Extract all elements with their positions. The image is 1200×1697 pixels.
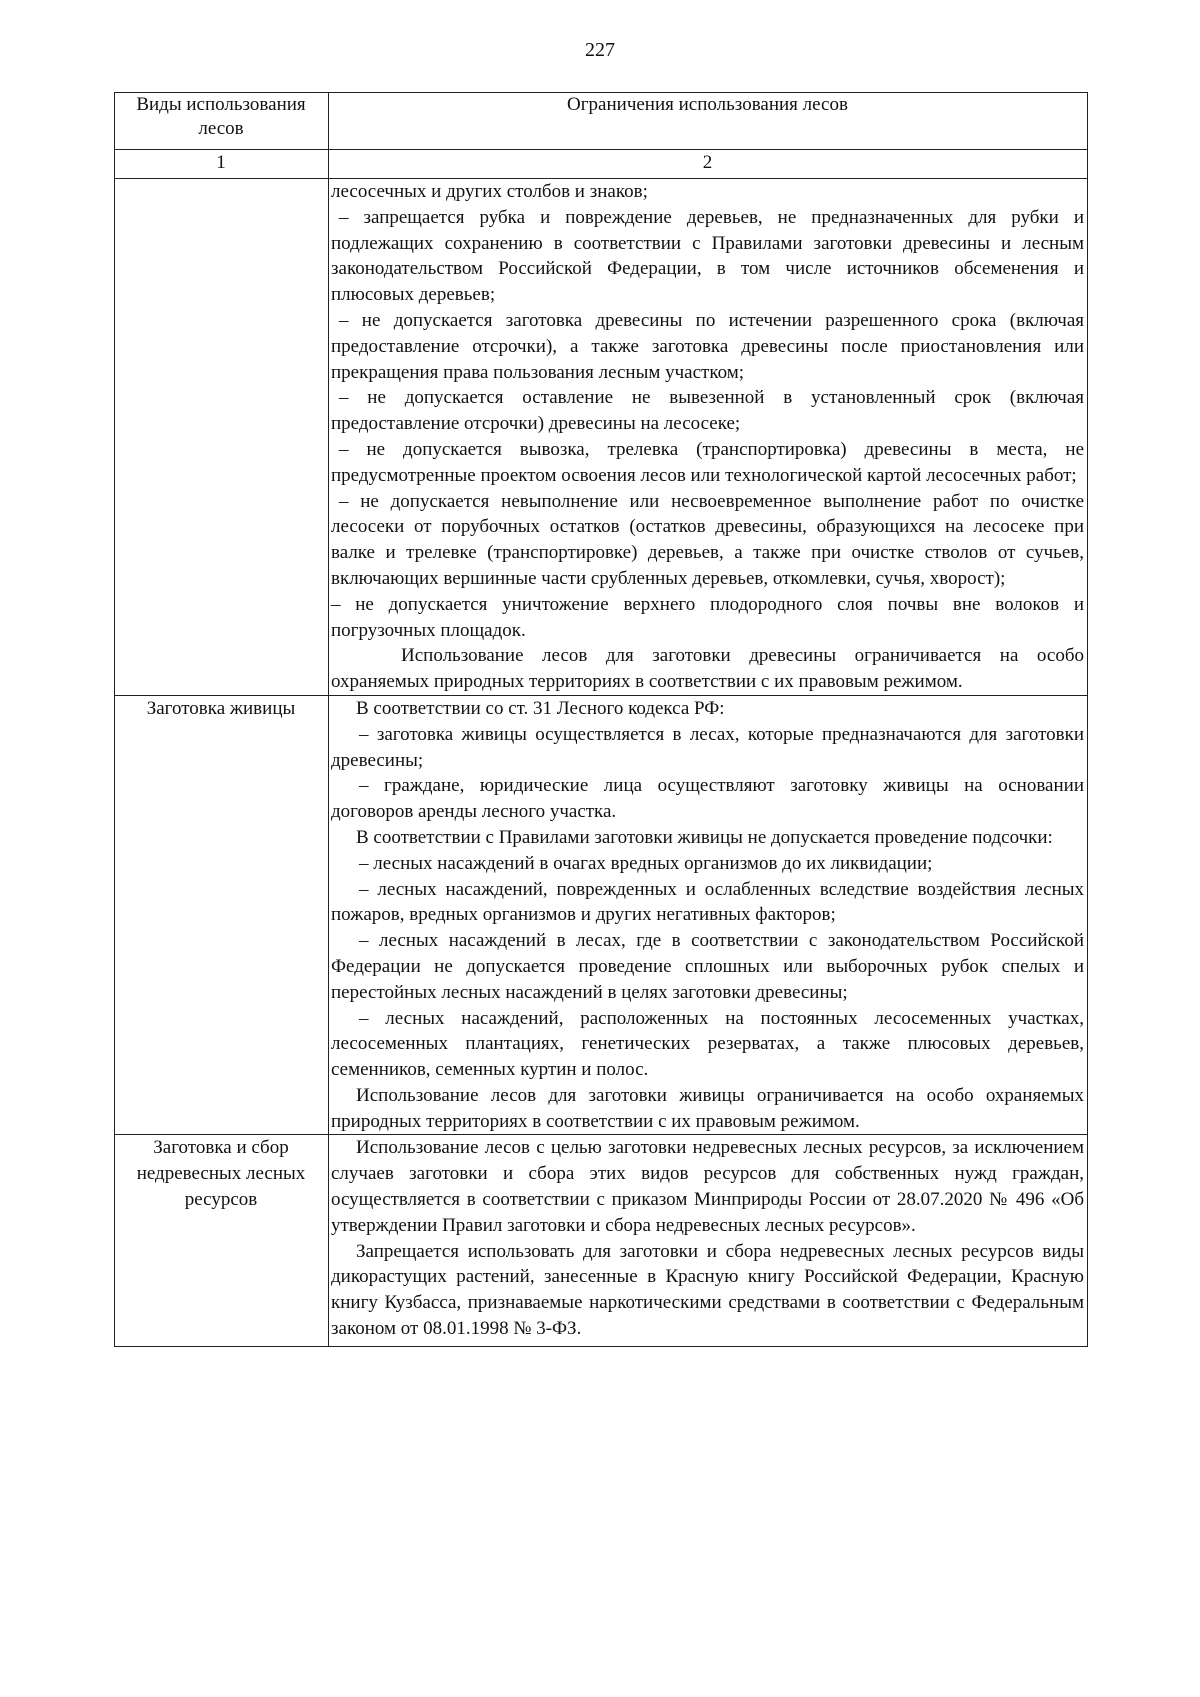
column-number-1: 1: [115, 150, 329, 179]
table-row: [115, 1135, 1088, 1346]
restriction-paragraph: – не допускается заготовка древесины по истечении разрешенного срока (включая предоставление отсрочки), а также заготовка древесины после приостановления или прекращения права пользования лесным участком;: [331, 309, 1084, 383]
header-restrictions: Ограничения использования лесов: [329, 93, 1088, 150]
table-row: [115, 179, 1088, 696]
restriction-paragraph: – лесных насаждений, поврежденных и ослабленных вследствие воздействия лесных пожаров, вредных организмов и других негативных факторов;: [331, 878, 1084, 926]
restriction-paragraph: – лесных насаждений в очагах вредных организмов до их ликвидации;: [359, 852, 933, 874]
restriction-paragraph: – лесных насаждений в лесах, где в соответствии с законодательством Российской Федерации не допускается проведение сплошных или выборочных рубок спелых и перестойных лесных насаждений в целях заготовки древесины;: [331, 930, 1084, 1003]
restriction-paragraph: Использование лесов для заготовки древесины ограничивается на особо охраняемых природных территориях в соответствии с их правовым режимом.: [331, 645, 1084, 693]
forest-use-type: Заготовка и сбор недревесных лесных ресурсов: [115, 1135, 329, 1346]
restriction-paragraph: – граждане, юридические лица осуществляют заготовку живицы на основании договоров аренды лесного участка.: [331, 775, 1084, 823]
restriction-paragraph: – запрещается рубка и повреждение деревьев, не предназначенных для рубки и подлежащих сохранению в соответствии с Правилами заготовки древесины и лесным законодательством Российской Федерации, в том числе источников обсеменения и плюсовых деревьев;: [331, 206, 1084, 306]
restriction-paragraph: – не допускается вывозка, трелевка (транспортировка) древесины в места, не предусмотренные проектом освоения лесов или технологической картой лесосечных работ;: [331, 438, 1084, 486]
restriction-paragraph: – лесных насаждений, расположенных на постоянных лесосеменных участках, лесосеменных плантациях, генетических резерватах, а также плюсовых деревьев, семенников, семенных куртин и полос.: [331, 1007, 1084, 1081]
forest-use-type: Заготовка живицы: [115, 695, 329, 1135]
table-row: [115, 695, 1088, 1135]
restriction-paragraph: лесосечных и других столбов и знаков;: [331, 181, 648, 202]
column-number-2: 2: [329, 150, 1088, 179]
table-header-row: [115, 93, 1088, 150]
restrictions-cell: [329, 179, 1088, 696]
restriction-paragraph: – не допускается невыполнение или несвоевременное выполнение работ по очистке лесосеки от порубочных остатков (остатков древесины, образующихся на лесосеке при валке и трелевке (транспортировке) деревьев, а также при очистке стволов от сучьев, включающих вершинные части срубленных деревьев, откомлевки, сучья, хворост);: [331, 490, 1084, 589]
restriction-paragraph: Использование лесов с целью заготовки недревесных лесных ресурсов, за исключением случаев заготовки и сбора этих видов ресурсов для собственных нужд граждан, осуществляется в соответствии с приказом Минприроды России от 28.07.2020 № 496 «Об утверждении Правил заготовки и сбора недревесных лесных ресурсов».: [331, 1137, 1084, 1236]
restrictions-table: [114, 92, 1088, 1347]
forest-use-type: [115, 179, 329, 696]
page-number: 227: [585, 39, 615, 61]
restriction-paragraph: Запрещается использовать для заготовки и сбора недревесных лесных ресурсов виды дикорастущих растений, занесенные в Красную книгу Российской Федерации, Красную книгу Кузбасса, признаваемые наркотическими средствами в соответствии с Федеральным законом от 08.01.1998 № 3-ФЗ.: [331, 1240, 1084, 1340]
restrictions-cell: [329, 695, 1088, 1135]
restriction-paragraph: Использование лесов для заготовки живицы ограничивается на особо охраняемых природных территориях в соответствии с их правовым режимом.: [331, 1084, 1084, 1132]
restriction-paragraph: В соответствии со ст. 31 Лесного кодекса РФ:: [356, 697, 725, 719]
column-number-row: [115, 150, 1088, 179]
header-forest-use-types: Виды использования лесов: [115, 93, 329, 150]
restrictions-cell: [329, 1135, 1088, 1346]
restriction-paragraph: – не допускается уничтожение верхнего плодородного слоя почвы вне волоков и погрузочных площадок.: [331, 593, 1084, 641]
restriction-paragraph: – не допускается оставление не вывезенной в установленный срок (включая предоставление отсрочки) древесины на лесосеке;: [331, 387, 1084, 435]
restriction-paragraph: – заготовка живицы осуществляется в лесах, которые предназначаются для заготовки древесины;: [331, 723, 1084, 771]
restriction-paragraph: В соответствии с Правилами заготовки живицы не допускается проведение подсочки:: [356, 826, 1053, 848]
